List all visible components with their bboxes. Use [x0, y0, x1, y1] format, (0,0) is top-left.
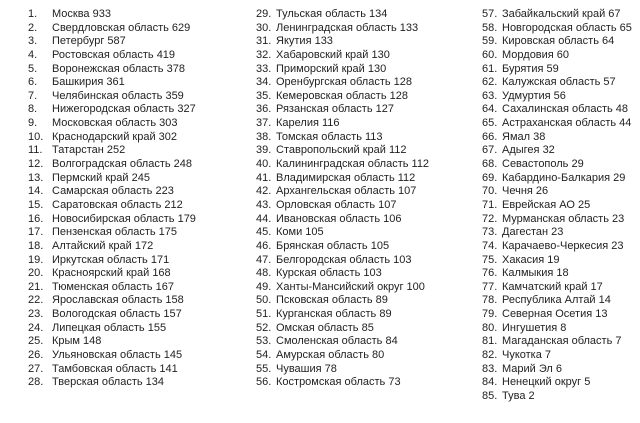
item-text: Владимирская область 112	[276, 171, 416, 184]
item-text: Краснодарский край 302	[52, 130, 178, 143]
item-number: 45.	[256, 226, 272, 239]
item-text: Псковская область 89	[276, 294, 388, 307]
item-text: Ярославская область 158	[52, 294, 184, 307]
item-number: 84.	[482, 376, 498, 389]
list-item	[256, 131, 429, 145]
item-number: 25.	[28, 335, 44, 348]
list-item	[28, 8, 196, 22]
item-text: Чечня 26	[502, 185, 549, 198]
list-item	[256, 226, 429, 240]
item-text: Омская область 85	[276, 321, 374, 334]
list-item	[28, 254, 196, 268]
item-number: 9.	[28, 117, 38, 130]
list-item	[482, 322, 632, 336]
item-text: Оренбургская область 128	[276, 76, 413, 89]
item-number: 24.	[28, 321, 44, 334]
list-item	[256, 322, 429, 336]
item-number: 73.	[482, 226, 498, 239]
item-text: Архангельская область 107	[276, 185, 417, 198]
item-number: 39.	[256, 144, 272, 157]
item-number: 26.	[28, 349, 44, 362]
item-text: Рязанская область 127	[276, 103, 394, 116]
item-text: Адыгея 32	[502, 144, 555, 157]
list-item	[482, 363, 632, 377]
item-number: 33.	[256, 62, 272, 75]
list-item	[256, 185, 429, 199]
item-number: 57.	[482, 8, 498, 20]
item-number: 41.	[256, 171, 272, 184]
list-item	[28, 349, 196, 363]
item-text: Орловская область 107	[276, 198, 397, 211]
item-text: Крым 148	[52, 335, 102, 348]
item-text: Белгородская область 103	[276, 253, 412, 266]
list-item	[482, 103, 632, 117]
list-item	[256, 103, 429, 117]
item-number: 62.	[482, 76, 498, 89]
item-number: 52.	[256, 321, 272, 334]
item-text: Кемеровская область 128	[276, 89, 408, 102]
item-number: 77.	[482, 280, 498, 293]
item-text: Забайкальский край 67	[502, 8, 621, 20]
list-item	[256, 76, 429, 90]
item-number: 67.	[482, 144, 498, 157]
item-text: Ленинградская область 133	[276, 21, 419, 34]
item-text: Саратовская область 212	[52, 198, 183, 211]
item-text: Марий Эл 6	[502, 362, 563, 375]
item-number: 7.	[28, 89, 38, 102]
list-item	[28, 308, 196, 322]
item-text: Петербург 587	[52, 35, 126, 48]
item-number: 78.	[482, 294, 498, 307]
item-text: Костромская область 73	[276, 376, 401, 389]
item-text: Кабардино-Балкария 29	[502, 171, 626, 184]
item-text: Новгородская область 65	[502, 21, 632, 34]
item-number: 4.	[28, 48, 38, 61]
list-item	[482, 144, 632, 158]
ranking-list-column-3	[482, 8, 632, 404]
item-text: Курганская область 89	[276, 308, 392, 321]
item-text: Алтайский край 172	[52, 239, 154, 252]
list-item	[28, 213, 196, 227]
item-number: 44.	[256, 212, 272, 225]
item-number: 42.	[256, 185, 272, 198]
item-text: Ульяновская область 145	[52, 349, 183, 362]
item-text: Еврейская АО 25	[502, 198, 591, 211]
item-number: 37.	[256, 117, 272, 130]
item-number: 38.	[256, 130, 272, 143]
item-text: Калининградская область 112	[276, 158, 430, 171]
item-text: Астраханская область 44	[502, 117, 632, 130]
list-item	[256, 90, 429, 104]
item-text: Якутия 133	[276, 35, 333, 48]
item-text: Курская область 103	[276, 267, 382, 280]
list-item	[482, 335, 632, 349]
item-number: 81.	[482, 335, 498, 348]
item-number: 19.	[28, 253, 44, 266]
item-number: 49.	[256, 280, 272, 293]
item-text: Калужская область 57	[502, 76, 616, 89]
item-number: 27.	[28, 362, 44, 375]
item-number: 32.	[256, 48, 272, 61]
list-item	[256, 376, 429, 390]
item-number: 14.	[28, 185, 44, 198]
item-text: Дагестан 23	[502, 226, 564, 239]
item-number: 65.	[482, 117, 498, 130]
item-number: 30.	[256, 21, 272, 34]
item-text: Красноярский край 168	[52, 267, 171, 280]
item-number: 10.	[28, 130, 44, 143]
list-item	[482, 131, 632, 145]
list-item	[28, 240, 196, 254]
item-number: 74.	[482, 239, 498, 252]
item-number: 29.	[256, 8, 272, 20]
item-number: 59.	[482, 35, 498, 48]
list-item	[28, 131, 196, 145]
list-item	[28, 185, 196, 199]
ranking-list-column-1	[28, 8, 196, 390]
item-number: 12.	[28, 158, 44, 171]
item-text: Амурская область 80	[276, 349, 385, 362]
list-item	[482, 349, 632, 363]
list-item	[28, 281, 196, 295]
item-text: Тамбовская область 141	[52, 362, 178, 375]
list-item	[256, 49, 429, 63]
item-text: Ростовская область 419	[52, 48, 176, 61]
item-text: Камчатский край 17	[502, 280, 603, 293]
list-item	[482, 76, 632, 90]
list-item	[482, 226, 632, 240]
list-item	[482, 117, 632, 131]
item-number: 72.	[482, 212, 498, 225]
item-text: Самарская область 223	[52, 185, 174, 198]
item-text: Воронежская область 378	[52, 62, 185, 75]
item-text: Московская область 303	[52, 117, 178, 130]
item-text: Республика Алтай 14	[502, 294, 611, 307]
item-number: 56.	[256, 376, 272, 389]
item-number: 3.	[28, 35, 38, 48]
item-text: Брянская область 105	[276, 239, 390, 252]
item-text: Хабаровский край 130	[276, 48, 390, 61]
list-item	[256, 294, 429, 308]
list-item	[256, 349, 429, 363]
item-number: 61.	[482, 62, 498, 75]
item-number: 31.	[256, 35, 272, 48]
item-text: Свердловская область 629	[52, 21, 191, 34]
item-text: Кировская область 64	[502, 35, 615, 48]
list-item	[256, 267, 429, 281]
item-text: Бурятия 59	[502, 62, 559, 75]
item-text: Севастополь 29	[502, 158, 584, 171]
item-text: Томская область 113	[276, 130, 383, 143]
list-item	[256, 117, 429, 131]
list-item	[482, 281, 632, 295]
list-item	[28, 35, 196, 49]
item-text: Липецкая область 155	[52, 321, 167, 334]
item-number: 54.	[256, 349, 272, 362]
item-text: Магаданская область 7	[502, 335, 622, 348]
item-text: Ямал 38	[502, 130, 546, 143]
item-number: 11.	[28, 144, 43, 157]
item-number: 1.	[28, 8, 38, 20]
list-item	[482, 294, 632, 308]
item-number: 85.	[482, 389, 498, 402]
item-number: 50.	[256, 294, 272, 307]
item-text: Ингушетия 8	[502, 321, 567, 334]
list-item	[28, 294, 196, 308]
item-number: 13.	[28, 171, 44, 184]
list-item	[28, 335, 196, 349]
item-number: 36.	[256, 103, 272, 116]
item-text: Тульская область 134	[276, 8, 388, 20]
list-item	[482, 158, 632, 172]
item-text: Ненецкий округ 5	[502, 376, 591, 389]
list-item	[482, 22, 632, 36]
item-number: 23.	[28, 308, 44, 321]
list-item	[482, 213, 632, 227]
item-text: Волгоградская область 248	[52, 158, 193, 171]
list-item	[482, 240, 632, 254]
item-text: Пензенская область 175	[52, 226, 178, 239]
item-number: 8.	[28, 103, 38, 116]
item-text: Карачаево-Черкесия 23	[502, 239, 624, 252]
item-number: 79.	[482, 308, 498, 321]
list-item	[28, 49, 196, 63]
item-text: Мурманская область 23	[502, 212, 625, 225]
item-number: 63.	[482, 89, 498, 102]
item-number: 35.	[256, 89, 272, 102]
item-text: Вологодская область 157	[52, 308, 182, 321]
item-number: 70.	[482, 185, 498, 198]
list-item	[28, 376, 196, 390]
list-item	[482, 35, 632, 49]
list-item	[482, 308, 632, 322]
list-item	[482, 376, 632, 390]
item-text: Северная Осетия 13	[502, 308, 608, 321]
item-number: 17.	[28, 226, 44, 239]
item-number: 64.	[482, 103, 498, 116]
list-item	[482, 172, 632, 186]
list-item	[256, 254, 429, 268]
list-item	[28, 103, 196, 117]
list-item	[28, 158, 196, 172]
item-text: Башкирия 361	[52, 76, 125, 89]
item-text: Челябинская область 359	[52, 89, 184, 102]
item-number: 47.	[256, 253, 272, 266]
item-text: Татарстан 252	[52, 144, 126, 157]
item-text: Тверская область 134	[52, 376, 165, 389]
item-number: 34.	[256, 76, 272, 89]
list-item	[28, 90, 196, 104]
list-item	[482, 49, 632, 63]
item-number: 21.	[28, 280, 44, 293]
list-item	[256, 144, 429, 158]
item-number: 15.	[28, 198, 44, 211]
item-number: 75.	[482, 253, 498, 266]
list-item	[256, 335, 429, 349]
item-text: Смоленская область 84	[276, 335, 398, 348]
item-text: Карелия 116	[276, 117, 340, 130]
item-number: 69.	[482, 171, 498, 184]
list-item	[256, 22, 429, 36]
item-number: 82.	[482, 349, 498, 362]
item-text: Москва 933	[52, 8, 111, 20]
list-item	[256, 158, 429, 172]
list-item	[28, 199, 196, 213]
item-number: 68.	[482, 158, 498, 171]
item-number: 76.	[482, 267, 498, 280]
item-text: Пермский край 245	[52, 171, 150, 184]
item-number: 46.	[256, 239, 272, 252]
item-text: Приморский край 130	[276, 62, 387, 75]
item-number: 40.	[256, 158, 272, 171]
item-number: 80.	[482, 321, 498, 334]
item-text: Коми 105	[276, 226, 324, 239]
list-item	[28, 172, 196, 186]
item-text: Иркутская область 171	[52, 253, 170, 266]
ranking-list-column-2	[256, 8, 429, 390]
item-number: 28.	[28, 376, 44, 389]
item-number: 51.	[256, 308, 272, 321]
list-item	[256, 308, 429, 322]
item-text: Сахалинская область 48	[502, 103, 629, 116]
item-text: Удмуртия 56	[502, 89, 566, 102]
list-item	[28, 63, 196, 77]
item-number: 60.	[482, 48, 498, 61]
list-item	[28, 226, 196, 240]
item-number: 16.	[28, 212, 44, 225]
item-text: Нижегородская область 327	[52, 103, 196, 116]
item-number: 83.	[482, 362, 498, 375]
list-item	[256, 281, 429, 295]
list-item	[482, 199, 632, 213]
list-item	[28, 22, 196, 36]
item-text: Чувашия 78	[276, 362, 337, 375]
list-item	[28, 322, 196, 336]
list-item	[482, 185, 632, 199]
item-number: 6.	[28, 76, 38, 89]
item-number: 5.	[28, 62, 38, 75]
list-item	[28, 267, 196, 281]
item-text: Чукотка 7	[502, 349, 552, 362]
list-item	[482, 90, 632, 104]
item-text: Мордовия 60	[502, 48, 570, 61]
list-item	[482, 254, 632, 268]
list-item	[482, 63, 632, 77]
item-number: 66.	[482, 130, 498, 143]
item-text: Хакасия 19	[502, 253, 560, 266]
list-item	[256, 213, 429, 227]
item-text: Тюменская область 167	[52, 280, 174, 293]
list-item	[256, 199, 429, 213]
item-number: 71.	[482, 198, 498, 211]
list-item	[482, 8, 632, 22]
list-item	[256, 8, 429, 22]
item-number: 2.	[28, 21, 38, 34]
list-item	[482, 267, 632, 281]
item-text: Калмыкия 18	[502, 267, 569, 280]
list-item	[256, 35, 429, 49]
item-number: 43.	[256, 198, 272, 211]
list-item	[256, 172, 429, 186]
item-number: 58.	[482, 21, 498, 34]
item-number: 22.	[28, 294, 44, 307]
list-item	[256, 240, 429, 254]
item-number: 55.	[256, 362, 272, 375]
item-number: 18.	[28, 239, 44, 252]
list-item	[482, 390, 632, 404]
item-text: Ставропольский край 112	[276, 144, 407, 157]
item-number: 53.	[256, 335, 272, 348]
item-text: Ивановская область 106	[276, 212, 402, 225]
item-text: Тува 2	[502, 389, 535, 402]
list-item	[28, 144, 196, 158]
item-text: Новосибирская область 179	[52, 212, 196, 225]
list-item	[256, 63, 429, 77]
item-number: 20.	[28, 267, 44, 280]
list-item	[28, 363, 196, 377]
item-number: 48.	[256, 267, 272, 280]
list-item	[28, 117, 196, 131]
list-item	[256, 363, 429, 377]
item-text: Ханты-Мансийский округ 100	[276, 280, 425, 293]
list-item	[28, 76, 196, 90]
